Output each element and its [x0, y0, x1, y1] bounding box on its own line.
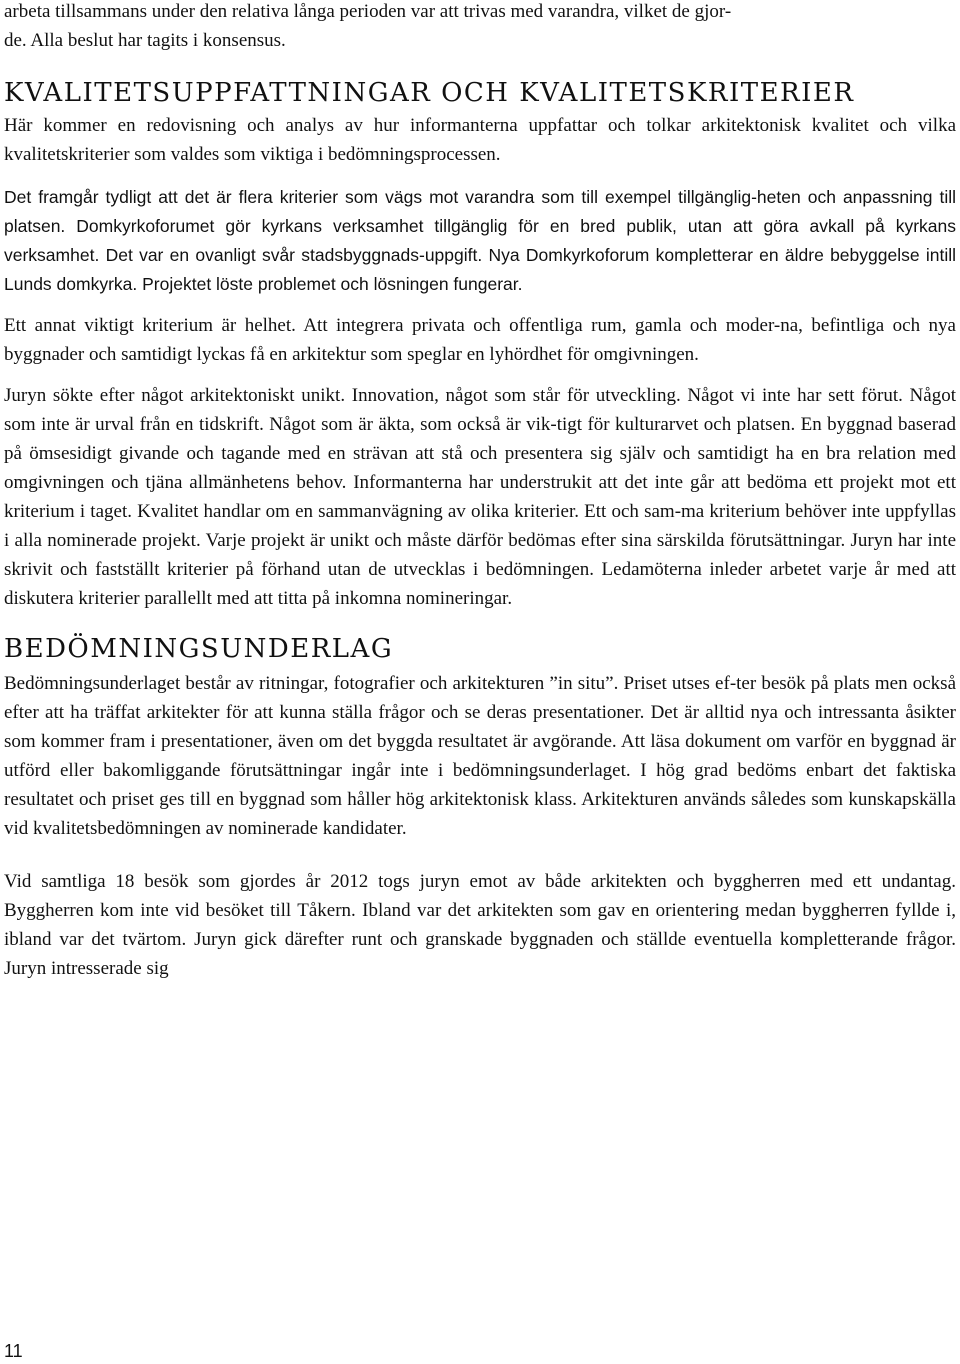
section-heading-bedomning: BEDÖMNINGSUNDERLAG — [4, 634, 394, 664]
section-heading-kvalitet: KVALITETSUPPFATTNINGAR OCH KVALITETSKRITERIER — [4, 78, 855, 108]
section2-para-1: Bedömningsunderlaget består av ritningar, fotografier och arkitekturen ”in situ”. Priset utses ef-ter besök på plats men också efter att ha träffat arkitekter för att kunna ställa frågor och se deras presentationer. Det är alltid nya och intressanta åsikter som kommer fram i presentationer, även om det byggda resultatet är avgörande. Att läsa dokument om varför en byggnad är utförd eller bakomliggande förutsättningar ingår inte i bedömningsunderlaget. I hög grad bedöms enbart det faktiska resultatet och priset ges till en byggnad som håller hög arkitektonisk klass. Arkitekturen används således som kunskapskälla vid kvalitetsbedömningen av nominerade kandidater. — [4, 673, 956, 839]
section1-intro: Här kommer en redovisning och analys av hur informanterna uppfattar och tolkar arkitektonisk kvalitet och vilka kvalitetskriterier som valdes som viktiga i bedömningsprocessen. — [4, 115, 956, 165]
document-page — [4, 0, 956, 983]
section1-para-3: Juryn sökte efter något arkitektoniskt unikt. Innovation, något som står för utveckling. Något vi inte har sett förut. Något som inte är urval från en tidskrift. Något som är äkta, som också är vik-tigt för kulturarvet och platsen. En byggnad baserad på ömsesidigt givande och tagande med en strävan att stå och presentera sig själv och samtidigt ha en bra relation med omgivningen och tjäna allmänhetens behov. Informanterna har understrukit att det inte går att bedöma ett projekt mot ett kriterium i taget. Kvalitet handlar om en sammanvägning av olika kriterier. Ett och sam-ma kriterium behöver inte uppfyllas i alla nominerade projekt. Varje projekt är unikt och måste därför bedömas efter sina särskilda förutsättningar. Juryn har inte skrivit och fastställt kriterier på förhand utan de utvecklas i bedömningen. Ledamöterna inleder arbetet varje år med att diskutera kriterier parallellt med att titta på inkomna nomineringar. — [4, 385, 956, 609]
section1-para-2: Ett annat viktigt kriterium är helhet. Att integrera privata och offentliga rum, gamla och moder-na, befintliga och nya byggnader och samtidigt lyckas få en arkitektur som speglar en lyhördhet för omgivningen. — [4, 315, 956, 365]
intro-line-1: arbeta tillsammans under den relativa långa perioden var att trivas med varandra, vilket de gjor- — [4, 1, 732, 22]
section1-para-1: Det framgår tydligt att det är flera kriterier som vägs mot varandra som till exempel tillgänglig-heten och anpassning till platsen. Domkyrkoforumet gör kyrkans verksamhet tillgänglig för en bred publik, utan att göra avkall på kyrkans verksamhet. Det var en ovanligt svår stadsbyggnads-uppgift. Nya Domkyrkoforum kompletterar en äldre bebyggelse intill Lunds domkyrka. Projektet löste problemet och lösningen fungerar. — [4, 187, 956, 294]
page-number: 11 — [4, 1341, 23, 1361]
intro-line-2: de. Alla beslut har tagits i konsensus. — [4, 30, 286, 51]
section2-para-2: Vid samtliga 18 besök som gjordes år 2012 togs juryn emot av både arkitekten och byggherren med ett undantag. Byggherren kom inte vid besöket till Tåkern. Ibland var det arkitekten som gav en orientering medan byggherren fyllde i, ibland var det tvärtom. Juryn gick därefter runt och granskade byggnaden och ställde eventuella kompletterande frågor. Juryn intresserade sig — [4, 871, 956, 979]
intro-paragraph — [4, 0, 956, 55]
